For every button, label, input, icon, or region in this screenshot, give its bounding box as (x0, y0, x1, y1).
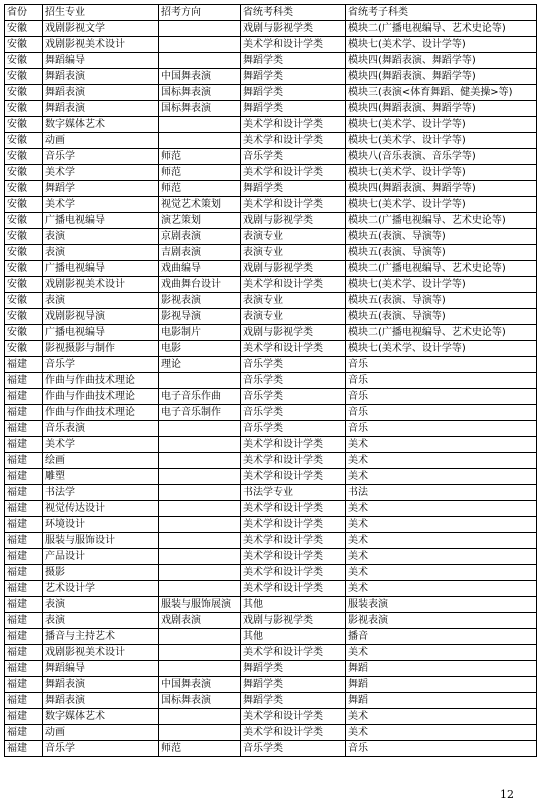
cell-exam-category: 美术学和设计学类 (241, 565, 346, 581)
cell-exam-subcategory: 美术 (346, 453, 537, 469)
cell-exam-subcategory: 影视表演 (346, 613, 537, 629)
cell-exam-subcategory: 音乐 (346, 389, 537, 405)
cell-exam-subcategory: 模块二(广播电视编导、艺术史论等) (346, 325, 537, 341)
cell-exam-subcategory: 音乐 (346, 421, 537, 437)
cell-exam-subcategory: 美术 (346, 645, 537, 661)
cell-major: 舞蹈编导 (43, 53, 159, 69)
cell-province: 福建 (5, 613, 43, 629)
cell-exam-subcategory: 音乐 (346, 357, 537, 373)
cell-province: 福建 (5, 661, 43, 677)
cell-exam-category: 舞蹈学类 (241, 69, 346, 85)
cell-province: 福建 (5, 725, 43, 741)
cell-major: 作曲与作曲技术理论 (43, 389, 159, 405)
cell-major: 美术学 (43, 437, 159, 453)
table-row (5, 133, 537, 149)
cell-exam-category: 舞蹈学类 (241, 181, 346, 197)
cell-exam-category: 美术学和设计学类 (241, 501, 346, 517)
cell-direction (159, 645, 241, 661)
table-row (5, 741, 537, 757)
cell-direction (159, 437, 241, 453)
table-row (5, 661, 537, 677)
cell-direction: 理论 (159, 357, 241, 373)
cell-province: 福建 (5, 469, 43, 485)
cell-direction: 戏曲舞台设计 (159, 277, 241, 293)
table-row (5, 213, 537, 229)
cell-exam-subcategory: 模块二(广播电视编导、艺术史论等) (346, 213, 537, 229)
cell-exam-category: 表演专业 (241, 229, 346, 245)
cell-major: 作曲与作曲技术理论 (43, 405, 159, 421)
table-row (5, 197, 537, 213)
table-row (5, 709, 537, 725)
table-row (5, 581, 537, 597)
cell-province: 福建 (5, 437, 43, 453)
cell-province: 福建 (5, 405, 43, 421)
cell-exam-subcategory: 美术 (346, 565, 537, 581)
cell-exam-subcategory: 模块七(美术学、设计学等) (346, 165, 537, 181)
table-row (5, 101, 537, 117)
cell-exam-category: 戏剧与影视学类 (241, 21, 346, 37)
cell-exam-category: 戏剧与影视学类 (241, 613, 346, 629)
cell-province: 安徽 (5, 101, 43, 117)
cell-exam-category: 音乐学类 (241, 405, 346, 421)
cell-exam-category: 美术学和设计学类 (241, 277, 346, 293)
cell-province: 安徽 (5, 277, 43, 293)
cell-exam-subcategory: 舞蹈 (346, 661, 537, 677)
cell-major: 音乐学 (43, 357, 159, 373)
table-row (5, 229, 537, 245)
cell-direction (159, 629, 241, 645)
cell-exam-subcategory: 美术 (346, 437, 537, 453)
table-row (5, 357, 537, 373)
cell-direction: 师范 (159, 149, 241, 165)
cell-exam-category: 美术学和设计学类 (241, 725, 346, 741)
cell-exam-subcategory: 音乐 (346, 741, 537, 757)
cell-exam-subcategory: 模块二(广播电视编导、艺术史论等) (346, 21, 537, 37)
cell-exam-subcategory: 模块五(表演、导演等) (346, 293, 537, 309)
cell-major: 动画 (43, 133, 159, 149)
cell-direction: 电子音乐作曲 (159, 389, 241, 405)
cell-exam-subcategory: 模块五(表演、导演等) (346, 245, 537, 261)
header-exam-subcategory: 省统考子科类 (346, 5, 537, 21)
cell-exam-subcategory: 书法 (346, 485, 537, 501)
cell-exam-category: 美术学和设计学类 (241, 437, 346, 453)
cell-province: 安徽 (5, 245, 43, 261)
admission-table (4, 4, 537, 757)
cell-direction: 电影 (159, 341, 241, 357)
table-row (5, 597, 537, 613)
table-row (5, 245, 537, 261)
cell-major: 表演 (43, 245, 159, 261)
cell-direction (159, 133, 241, 149)
cell-direction: 服装与服饰展演 (159, 597, 241, 613)
cell-exam-category: 美术学和设计学类 (241, 197, 346, 213)
cell-province: 安徽 (5, 325, 43, 341)
cell-direction (159, 469, 241, 485)
cell-direction: 影视表演 (159, 293, 241, 309)
cell-direction (159, 53, 241, 69)
cell-direction: 中国舞表演 (159, 677, 241, 693)
cell-exam-category: 美术学和设计学类 (241, 709, 346, 725)
cell-direction: 戏曲编导 (159, 261, 241, 277)
cell-exam-subcategory: 服装表演 (346, 597, 537, 613)
cell-exam-category: 舞蹈学类 (241, 101, 346, 117)
table-row (5, 693, 537, 709)
cell-major: 广播电视编导 (43, 325, 159, 341)
cell-province: 福建 (5, 581, 43, 597)
table-row (5, 645, 537, 661)
cell-province: 安徽 (5, 85, 43, 101)
cell-direction (159, 501, 241, 517)
cell-direction (159, 485, 241, 501)
cell-direction: 影视导演 (159, 309, 241, 325)
cell-direction: 师范 (159, 181, 241, 197)
table-row (5, 725, 537, 741)
cell-major: 戏剧影视美术设计 (43, 37, 159, 53)
cell-province: 安徽 (5, 197, 43, 213)
cell-exam-subcategory: 舞蹈 (346, 677, 537, 693)
cell-exam-category: 美术学和设计学类 (241, 341, 346, 357)
cell-exam-category: 美术学和设计学类 (241, 581, 346, 597)
cell-direction (159, 421, 241, 437)
cell-major: 美术学 (43, 197, 159, 213)
cell-province: 福建 (5, 565, 43, 581)
cell-province: 安徽 (5, 293, 43, 309)
cell-province: 福建 (5, 421, 43, 437)
header-direction: 招考方向 (159, 5, 241, 21)
table-row (5, 629, 537, 645)
cell-direction: 师范 (159, 165, 241, 181)
table-row (5, 277, 537, 293)
header-province: 省份 (5, 5, 43, 21)
cell-exam-subcategory: 美术 (346, 725, 537, 741)
cell-direction: 京剧表演 (159, 229, 241, 245)
cell-exam-category: 戏剧与影视学类 (241, 261, 346, 277)
cell-exam-category: 音乐学类 (241, 357, 346, 373)
cell-exam-subcategory: 模块五(表演、导演等) (346, 229, 537, 245)
cell-province: 福建 (5, 597, 43, 613)
cell-exam-category: 舞蹈学类 (241, 693, 346, 709)
cell-province: 安徽 (5, 229, 43, 245)
cell-major: 书法学 (43, 485, 159, 501)
cell-major: 影视摄影与制作 (43, 341, 159, 357)
cell-major: 音乐学 (43, 149, 159, 165)
cell-exam-subcategory: 模块四(舞蹈表演、舞蹈学等) (346, 181, 537, 197)
cell-major: 舞蹈表演 (43, 677, 159, 693)
cell-major: 音乐表演 (43, 421, 159, 437)
table-row (5, 453, 537, 469)
table-row (5, 149, 537, 165)
cell-direction (159, 549, 241, 565)
cell-exam-category: 表演专业 (241, 245, 346, 261)
cell-exam-subcategory: 模块五(表演、导演等) (346, 309, 537, 325)
cell-exam-subcategory: 美术 (346, 549, 537, 565)
table-row (5, 85, 537, 101)
cell-exam-category: 美术学和设计学类 (241, 517, 346, 533)
cell-province: 安徽 (5, 53, 43, 69)
cell-exam-category: 美术学和设计学类 (241, 117, 346, 133)
cell-exam-category: 舞蹈学类 (241, 85, 346, 101)
cell-province: 福建 (5, 389, 43, 405)
table-row (5, 117, 537, 133)
cell-exam-category: 音乐学类 (241, 373, 346, 389)
table-row (5, 565, 537, 581)
table-row (5, 181, 537, 197)
cell-major: 摄影 (43, 565, 159, 581)
cell-direction (159, 453, 241, 469)
cell-province: 福建 (5, 549, 43, 565)
cell-exam-category: 美术学和设计学类 (241, 453, 346, 469)
cell-direction: 中国舞表演 (159, 69, 241, 85)
cell-exam-subcategory: 美术 (346, 501, 537, 517)
cell-exam-subcategory: 美术 (346, 709, 537, 725)
cell-direction: 电子音乐制作 (159, 405, 241, 421)
cell-major: 动画 (43, 725, 159, 741)
cell-province: 福建 (5, 533, 43, 549)
cell-exam-subcategory: 美术 (346, 533, 537, 549)
cell-exam-category: 美术学和设计学类 (241, 533, 346, 549)
cell-major: 舞蹈编导 (43, 661, 159, 677)
table-row (5, 309, 537, 325)
table-row (5, 293, 537, 309)
cell-province: 福建 (5, 709, 43, 725)
cell-exam-category: 音乐学类 (241, 389, 346, 405)
cell-major: 表演 (43, 613, 159, 629)
cell-exam-category: 舞蹈学类 (241, 53, 346, 69)
table-row (5, 533, 537, 549)
cell-major: 数字媒体艺术 (43, 117, 159, 133)
cell-direction (159, 661, 241, 677)
cell-exam-category: 表演专业 (241, 293, 346, 309)
cell-direction: 戏剧表演 (159, 613, 241, 629)
cell-direction (159, 21, 241, 37)
header-major: 招生专业 (43, 5, 159, 21)
cell-major: 视觉传达设计 (43, 501, 159, 517)
cell-exam-subcategory: 模块七(美术学、设计学等) (346, 197, 537, 213)
cell-major: 表演 (43, 597, 159, 613)
table-row (5, 469, 537, 485)
cell-major: 广播电视编导 (43, 213, 159, 229)
cell-province: 安徽 (5, 165, 43, 181)
cell-major: 音乐学 (43, 741, 159, 757)
cell-direction (159, 373, 241, 389)
cell-exam-category: 戏剧与影视学类 (241, 213, 346, 229)
cell-province: 安徽 (5, 309, 43, 325)
cell-province: 福建 (5, 677, 43, 693)
cell-province: 安徽 (5, 181, 43, 197)
table-row (5, 21, 537, 37)
cell-direction: 师范 (159, 741, 241, 757)
cell-major: 舞蹈表演 (43, 85, 159, 101)
table-row (5, 405, 537, 421)
table-row (5, 261, 537, 277)
cell-major: 舞蹈表演 (43, 693, 159, 709)
cell-exam-category: 美术学和设计学类 (241, 133, 346, 149)
cell-province: 福建 (5, 501, 43, 517)
cell-province: 福建 (5, 453, 43, 469)
table-body (5, 21, 537, 757)
cell-exam-subcategory: 美术 (346, 517, 537, 533)
cell-exam-category: 舞蹈学类 (241, 677, 346, 693)
cell-province: 安徽 (5, 261, 43, 277)
cell-direction (159, 533, 241, 549)
cell-major: 环境设计 (43, 517, 159, 533)
cell-major: 作曲与作曲技术理论 (43, 373, 159, 389)
cell-major: 雕塑 (43, 469, 159, 485)
cell-exam-subcategory: 播音 (346, 629, 537, 645)
cell-direction (159, 517, 241, 533)
cell-exam-category: 美术学和设计学类 (241, 469, 346, 485)
cell-exam-subcategory: 模块七(美术学、设计学等) (346, 117, 537, 133)
cell-direction (159, 581, 241, 597)
cell-province: 福建 (5, 693, 43, 709)
table-row (5, 549, 537, 565)
cell-major: 艺术设计学 (43, 581, 159, 597)
cell-exam-subcategory: 模块八(音乐表演、音乐学等) (346, 149, 537, 165)
cell-major: 绘画 (43, 453, 159, 469)
cell-major: 舞蹈学 (43, 181, 159, 197)
table-row (5, 373, 537, 389)
table-header-row (5, 5, 537, 21)
table-row (5, 485, 537, 501)
cell-exam-subcategory: 音乐 (346, 373, 537, 389)
header-exam-category: 省统考科类 (241, 5, 346, 21)
cell-province: 福建 (5, 517, 43, 533)
table-row (5, 517, 537, 533)
cell-major: 舞蹈表演 (43, 69, 159, 85)
cell-major: 表演 (43, 293, 159, 309)
cell-exam-category: 戏剧与影视学类 (241, 325, 346, 341)
cell-exam-subcategory: 舞蹈 (346, 693, 537, 709)
cell-exam-category: 书法学专业 (241, 485, 346, 501)
cell-exam-subcategory: 模块七(美术学、设计学等) (346, 341, 537, 357)
cell-province: 安徽 (5, 37, 43, 53)
cell-exam-category: 美术学和设计学类 (241, 549, 346, 565)
cell-direction (159, 709, 241, 725)
cell-exam-subcategory: 模块七(美术学、设计学等) (346, 37, 537, 53)
cell-direction (159, 37, 241, 53)
table-row (5, 613, 537, 629)
cell-province: 福建 (5, 629, 43, 645)
cell-exam-category: 美术学和设计学类 (241, 37, 346, 53)
cell-province: 安徽 (5, 117, 43, 133)
cell-direction: 演艺策划 (159, 213, 241, 229)
cell-exam-category: 舞蹈学类 (241, 661, 346, 677)
cell-major: 广播电视编导 (43, 261, 159, 277)
cell-major: 服装与服饰设计 (43, 533, 159, 549)
cell-province: 安徽 (5, 133, 43, 149)
table-row (5, 501, 537, 517)
cell-province: 安徽 (5, 213, 43, 229)
table-row (5, 165, 537, 181)
cell-direction (159, 565, 241, 581)
cell-province: 福建 (5, 357, 43, 373)
cell-exam-subcategory: 模块二(广播电视编导、艺术史论等) (346, 261, 537, 277)
table-row (5, 437, 537, 453)
table-row (5, 341, 537, 357)
cell-exam-subcategory: 模块七(美术学、设计学等) (346, 277, 537, 293)
cell-major: 戏剧影视导演 (43, 309, 159, 325)
cell-major: 表演 (43, 229, 159, 245)
cell-major: 戏剧影视美术设计 (43, 277, 159, 293)
cell-province: 安徽 (5, 69, 43, 85)
cell-exam-category: 其他 (241, 629, 346, 645)
cell-province: 安徽 (5, 341, 43, 357)
cell-major: 戏剧影视文学 (43, 21, 159, 37)
cell-exam-category: 其他 (241, 597, 346, 613)
cell-exam-subcategory: 模块四(舞蹈表演、舞蹈学等) (346, 53, 537, 69)
cell-exam-subcategory: 模块四(舞蹈表演、舞蹈学等) (346, 101, 537, 117)
cell-province: 安徽 (5, 149, 43, 165)
cell-province: 福建 (5, 741, 43, 757)
cell-exam-category: 音乐学类 (241, 149, 346, 165)
cell-major: 产品设计 (43, 549, 159, 565)
table-row (5, 37, 537, 53)
cell-direction: 视觉艺术策划 (159, 197, 241, 213)
cell-direction (159, 117, 241, 133)
cell-direction: 电影制片 (159, 325, 241, 341)
cell-major: 数字媒体艺术 (43, 709, 159, 725)
cell-direction: 吉剧表演 (159, 245, 241, 261)
cell-major: 美术学 (43, 165, 159, 181)
cell-direction: 国标舞表演 (159, 85, 241, 101)
cell-major: 戏剧影视美术设计 (43, 645, 159, 661)
cell-exam-category: 美术学和设计学类 (241, 165, 346, 181)
cell-exam-category: 音乐学类 (241, 421, 346, 437)
cell-major: 播音与主持艺术 (43, 629, 159, 645)
cell-province: 安徽 (5, 21, 43, 37)
cell-direction: 国标舞表演 (159, 693, 241, 709)
cell-exam-subcategory: 模块四(舞蹈表演、舞蹈学等) (346, 69, 537, 85)
page-number: 12 (500, 788, 514, 801)
cell-direction (159, 725, 241, 741)
cell-province: 福建 (5, 373, 43, 389)
cell-exam-subcategory: 模块七(美术学、设计学等) (346, 133, 537, 149)
cell-major: 舞蹈表演 (43, 101, 159, 117)
cell-province: 福建 (5, 645, 43, 661)
table-row (5, 677, 537, 693)
cell-exam-subcategory: 美术 (346, 469, 537, 485)
table-row (5, 389, 537, 405)
table-row (5, 53, 537, 69)
cell-exam-category: 音乐学类 (241, 741, 346, 757)
table-row (5, 325, 537, 341)
cell-exam-category: 美术学和设计学类 (241, 645, 346, 661)
cell-direction: 国标舞表演 (159, 101, 241, 117)
cell-exam-category: 表演专业 (241, 309, 346, 325)
cell-exam-subcategory: 美术 (346, 581, 537, 597)
table-row (5, 69, 537, 85)
cell-exam-subcategory: 模块三(表演<体育舞蹈、健美操>等) (346, 85, 537, 101)
cell-province: 福建 (5, 485, 43, 501)
table-row (5, 421, 537, 437)
cell-exam-subcategory: 音乐 (346, 405, 537, 421)
